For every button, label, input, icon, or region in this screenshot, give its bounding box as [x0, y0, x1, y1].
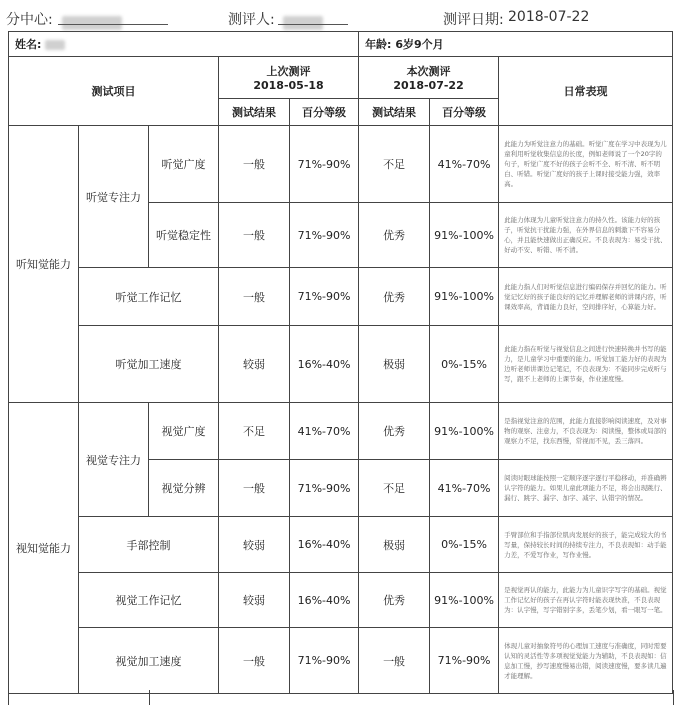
- daily-description: 此能力为听觉注意力的基础。听觉广度在学习中表现为儿童利用听觉收集信息的长度，例如老师说了一个20字的句子，听觉广度不好的孩子会听不全、听不清、听不明白、听错。听觉广度好的孩子上课时接受能力强，效率高。: [499, 126, 673, 203]
- this-percent: 0%-15%: [430, 326, 499, 403]
- last-percent: 16%-40%: [290, 573, 359, 628]
- column-header-row: [9, 57, 673, 99]
- last-percent: 71%-90%: [290, 628, 359, 694]
- this-result: 优秀: [359, 268, 430, 326]
- last-percent: 71%-90%: [290, 460, 359, 517]
- last-result: 较弱: [219, 326, 290, 403]
- this-percent: 91%-100%: [430, 403, 499, 460]
- this-result-header: 测试结果: [359, 99, 430, 126]
- name-label: 姓名:: [15, 38, 42, 51]
- last-result: 一般: [219, 203, 290, 268]
- daily-header: 日常表现: [499, 57, 673, 126]
- table-row: [9, 326, 673, 403]
- this-result: 一般: [359, 628, 430, 694]
- this-eval-date: 2018-07-22: [393, 79, 464, 92]
- last-result: 不足: [219, 403, 290, 460]
- item-name: 手部控制: [79, 517, 219, 573]
- this-percent: 91%-100%: [430, 573, 499, 628]
- this-result: 极弱: [359, 326, 430, 403]
- age-cell: [359, 32, 673, 57]
- this-result: 优秀: [359, 203, 430, 268]
- this-result: 极弱: [359, 517, 430, 573]
- visual-attention-category: 视觉专注力: [79, 403, 149, 517]
- table-row: [9, 517, 673, 573]
- last-percent: 16%-40%: [290, 326, 359, 403]
- this-percent: 41%-70%: [430, 460, 499, 517]
- this-percent: 0%-15%: [430, 517, 499, 573]
- date-value: 2018-07-22: [508, 9, 590, 25]
- this-percent-header: 百分等级: [430, 99, 499, 126]
- last-percent: 41%-70%: [290, 403, 359, 460]
- center-underline: [58, 24, 168, 25]
- this-result: 不足: [359, 460, 430, 517]
- this-eval-header: [359, 57, 499, 99]
- name-value-redacted: [45, 40, 65, 50]
- last-result: 较弱: [219, 573, 290, 628]
- table-row: [9, 268, 673, 326]
- daily-description: 是指视觉注意的范围，此能力直接影响阅读速度，及对事物的观察、注意力，不良表现为：阅读慢，整体或局部的观察力不足，找东西慢，常视而不见，丢三落四。: [499, 403, 673, 460]
- last-eval-label: 上次测评: [266, 65, 311, 78]
- date-label: 测评日期:: [443, 12, 504, 28]
- last-percent-header: 百分等级: [290, 99, 359, 126]
- last-eval-date: 2018-05-18: [253, 79, 324, 92]
- item-name: 视觉加工速度: [79, 628, 219, 694]
- report-header: [0, 0, 679, 30]
- table-row: [9, 126, 673, 203]
- daily-description: 手臂部位和手指部位肌肉发展好的孩子，能完成较大的书写量，保持较长时间的持续专注力，不良表现如：动手能力差，不爱写作业，写作业慢。: [499, 517, 673, 573]
- daily-description: 此能力体现为儿童听觉注意力的持久性。该能力好的孩子，听觉抗干扰能力强，在外界信息的刺激下不容易分心，并且能快速做出正确反应。不良表现为：易受干扰、好动不安、听错、听不清。: [499, 203, 673, 268]
- last-result: 一般: [219, 628, 290, 694]
- last-eval-header: [219, 57, 359, 99]
- test-item-header: 测试项目: [9, 57, 219, 126]
- item-name: 视觉工作记忆: [79, 573, 219, 628]
- name-cell: [9, 32, 359, 57]
- assessment-table: [8, 31, 673, 694]
- item-name: 听觉稳定性: [149, 203, 219, 268]
- last-result: 一般: [219, 126, 290, 203]
- item-name: 视觉分辨: [149, 460, 219, 517]
- last-result-header: 测试结果: [219, 99, 290, 126]
- this-result: 优秀: [359, 403, 430, 460]
- last-percent: 16%-40%: [290, 517, 359, 573]
- table-row: [9, 628, 673, 694]
- item-name: 听觉工作记忆: [79, 268, 219, 326]
- assessor-label: 测评人:: [228, 12, 275, 28]
- item-name: 听觉广度: [149, 126, 219, 203]
- last-result: 一般: [219, 460, 290, 517]
- last-percent: 71%-90%: [290, 268, 359, 326]
- this-result: 优秀: [359, 573, 430, 628]
- this-percent: 91%-100%: [430, 268, 499, 326]
- assessor-underline: [278, 24, 348, 25]
- daily-description: 是视觉再认的能力，此能力为儿童识字写字的基础。视觉工作记忆好的孩子在再认字符时能表现快准，不良表现为：认字慢，写字错别字多，丢笔少划，看一眼写一笔。: [499, 573, 673, 628]
- info-row: [9, 32, 673, 57]
- table-row: [9, 573, 673, 628]
- last-result: 较弱: [219, 517, 290, 573]
- center-label: 分中心:: [6, 12, 53, 28]
- last-result: 一般: [219, 268, 290, 326]
- this-percent: 41%-70%: [430, 126, 499, 203]
- age-label: 年龄:: [365, 38, 392, 51]
- daily-description: 体现儿童对抽象符号的心理加工速度与准确度，同时需要认知的灵活性等多项视觉觉能力为辅助，不良表现如：信息加工慢，抄写速度慢易出错，阅读速度慢，要多读几遍才能理解。: [499, 628, 673, 694]
- visual-category: 视知觉能力: [9, 403, 79, 694]
- table-row: [9, 403, 673, 460]
- this-percent: 71%-90%: [430, 628, 499, 694]
- daily-description: 阅读时眼球能按照一定顺序逐字逐行平稳移动，并准确辨认字符的能力。如果儿童此项能力不足，将会出现跳行、漏行、跳字、漏字、加字、减字、认错字的情况。: [499, 460, 673, 517]
- daily-description: 此能力指人们对听觉信息进行编码保存并回忆的能力。听觉记忆好的孩子能良好的记忆并理解老师的讲课内容，听课效率高，背诵能力良好，空间排序好，心算能力好。: [499, 268, 673, 326]
- last-percent: 71%-90%: [290, 126, 359, 203]
- item-name: 听觉加工速度: [79, 326, 219, 403]
- this-eval-label: 本次测评: [406, 65, 451, 78]
- daily-description: 此能力指在听觉与视觉信息之间进行快速转换并书写的能力，是儿童学习中重要的能力。听觉加工能力好的表现为边听老师讲课边记笔记，不良表现为：不能同步完成听与写，跟不上老师的上课节奏，作业速度慢。: [499, 326, 673, 403]
- auditory-category: 听知觉能力: [9, 126, 79, 403]
- last-percent: 71%-90%: [290, 203, 359, 268]
- auditory-attention-category: 听觉专注力: [79, 126, 149, 268]
- table-continuation: [8, 690, 674, 705]
- this-percent: 91%-100%: [430, 203, 499, 268]
- item-name: 视觉广度: [149, 403, 219, 460]
- this-result: 不足: [359, 126, 430, 203]
- age-value: 6岁9个月: [395, 38, 444, 51]
